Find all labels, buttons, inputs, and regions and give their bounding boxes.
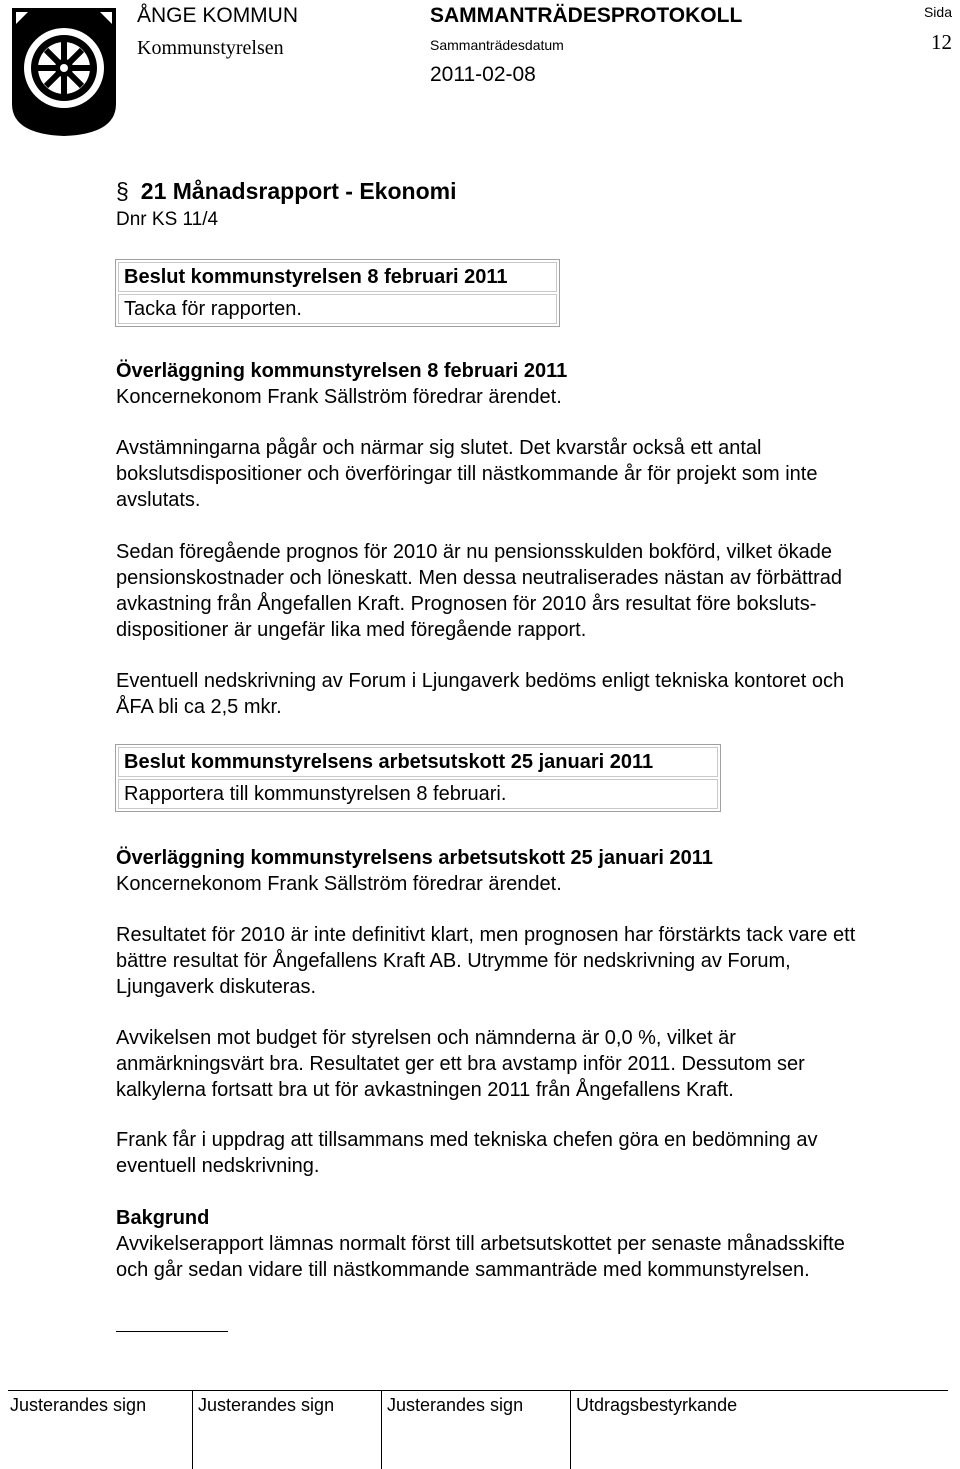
deliberation-committee bbox=[116, 845, 946, 897]
deliberation-heading: Överläggning kommunstyrelsens arbetsutskott 25 januari 2011 bbox=[116, 847, 713, 869]
text-line: bokslutsdispositioner och överföringar till nästkommande år för projekt som inte bbox=[116, 463, 818, 485]
text-line: ÅFA bli ca 2,5 mkr. bbox=[116, 696, 282, 718]
deliberation-heading: Överläggning kommunstyrelsen 8 februari 2011 bbox=[116, 360, 568, 382]
page-number: 12 bbox=[931, 30, 952, 54]
decision-heading: Beslut kommunstyrelsen 8 februari 2011 bbox=[118, 262, 557, 292]
deliberation-text: Koncernekonom Frank Sällström föredrar ärendet. bbox=[116, 873, 562, 895]
decision-box-board bbox=[115, 259, 560, 327]
text-line: eventuell nedskrivning. bbox=[116, 1155, 320, 1177]
diary-number: Dnr KS 11/4 bbox=[116, 209, 219, 230]
section-title-text: 21 Månadsrapport - Ekonomi bbox=[140, 178, 457, 204]
section-title bbox=[116, 178, 456, 205]
meeting-date-label: Sammanträdesdatum bbox=[430, 37, 564, 53]
municipality-logo bbox=[8, 4, 120, 138]
decision-heading: Beslut kommunstyrelsens arbetsutskott 25 januari 2011 bbox=[118, 747, 718, 777]
text-line: pensionskostnader och löneskatt. Men dessa neutraliserades nästan av förbättrad bbox=[116, 567, 842, 589]
paragraph-assignment bbox=[116, 1127, 946, 1179]
text-line: avkastning från Ångefallen Kraft. Prognosen för 2010 års resultat före boksluts- bbox=[116, 593, 817, 615]
text-line: bättre resultat för Ångefallens Kraft AB. Utrymme för nedskrivning av Forum, bbox=[116, 950, 791, 972]
footer-sign-3: Justerandes sign bbox=[387, 1395, 524, 1415]
paragraph-reconciliation bbox=[116, 435, 946, 513]
deliberation-text: Koncernekonom Frank Sällström föredrar ärendet. bbox=[116, 386, 562, 408]
footer-certifier: Utdragsbestyrkande bbox=[576, 1395, 738, 1415]
deliberation-board bbox=[116, 358, 946, 410]
decision-text: Rapportera till kommunstyrelsen 8 februari. bbox=[118, 779, 718, 809]
text-line: Sedan föregående prognos för 2010 är nu pensionsskulden bokförd, vilket ökade bbox=[116, 541, 833, 563]
text-line: Avvikelsen mot budget för styrelsen och nämnderna är 0,0 %, vilket är bbox=[116, 1027, 736, 1049]
footer-column-separator bbox=[570, 1390, 571, 1469]
decision-box-committee bbox=[115, 744, 721, 812]
text-line: avslutats. bbox=[116, 489, 201, 511]
end-divider bbox=[116, 1331, 228, 1332]
footer-sign-1: Justerandes sign bbox=[10, 1395, 147, 1415]
protocol-title: SAMMANTRÄDESPROTOKOLL bbox=[430, 4, 743, 27]
background-heading: Bakgrund bbox=[116, 1207, 210, 1229]
text-line: Frank får i uppdrag att tillsammans med tekniska chefen göra en bedömning av bbox=[116, 1129, 818, 1151]
page-label: Sida bbox=[923, 4, 952, 20]
text-line: Avstämningarna pågår och närmar sig slutet. Det kvarstår också ett antal bbox=[116, 437, 762, 459]
board-name: Kommunstyrelsen bbox=[137, 37, 284, 59]
paragraph-forecast bbox=[116, 539, 946, 643]
text-line: anmärkningsvärt bra. Resultatet ger ett bra avstamp inför 2011. Dessutom ser bbox=[116, 1053, 805, 1075]
text-line: dispositioner är ungefär lika med föregående rapport. bbox=[116, 619, 587, 641]
text-line: Eventuell nedskrivning av Forum i Ljungaverk bedöms enligt tekniska kontoret och bbox=[116, 670, 845, 692]
paragraph-result bbox=[116, 922, 946, 1000]
text-line: Ljungaverk diskuteras. bbox=[116, 976, 317, 998]
paragraph-symbol: § bbox=[116, 178, 129, 204]
footer-divider bbox=[8, 1390, 948, 1391]
text-line: Avvikelserapport lämnas normalt först till arbetsutskottet per senaste månadsskifte bbox=[116, 1233, 845, 1255]
footer-column-separator bbox=[192, 1390, 193, 1469]
footer-sign-2: Justerandes sign bbox=[198, 1395, 335, 1415]
municipality-name: ÅNGE KOMMUN bbox=[137, 4, 299, 27]
paragraph-writedown bbox=[116, 668, 946, 720]
decision-text: Tacka för rapporten. bbox=[118, 294, 557, 324]
background-section bbox=[116, 1205, 946, 1283]
text-line: Resultatet för 2010 är inte definitivt klart, men prognosen har förstärkts tack vare ett bbox=[116, 924, 856, 946]
meeting-date: 2011-02-08 bbox=[430, 63, 536, 86]
footer-column-separator bbox=[381, 1390, 382, 1469]
paragraph-deviation bbox=[116, 1025, 946, 1103]
text-line: och går sedan vidare till nästkommande sammanträde med kommunstyrelsen. bbox=[116, 1259, 810, 1281]
text-line: kalkylerna fortsatt bra ut för avkastningen 2011 från Ångefallens Kraft. bbox=[116, 1079, 734, 1101]
